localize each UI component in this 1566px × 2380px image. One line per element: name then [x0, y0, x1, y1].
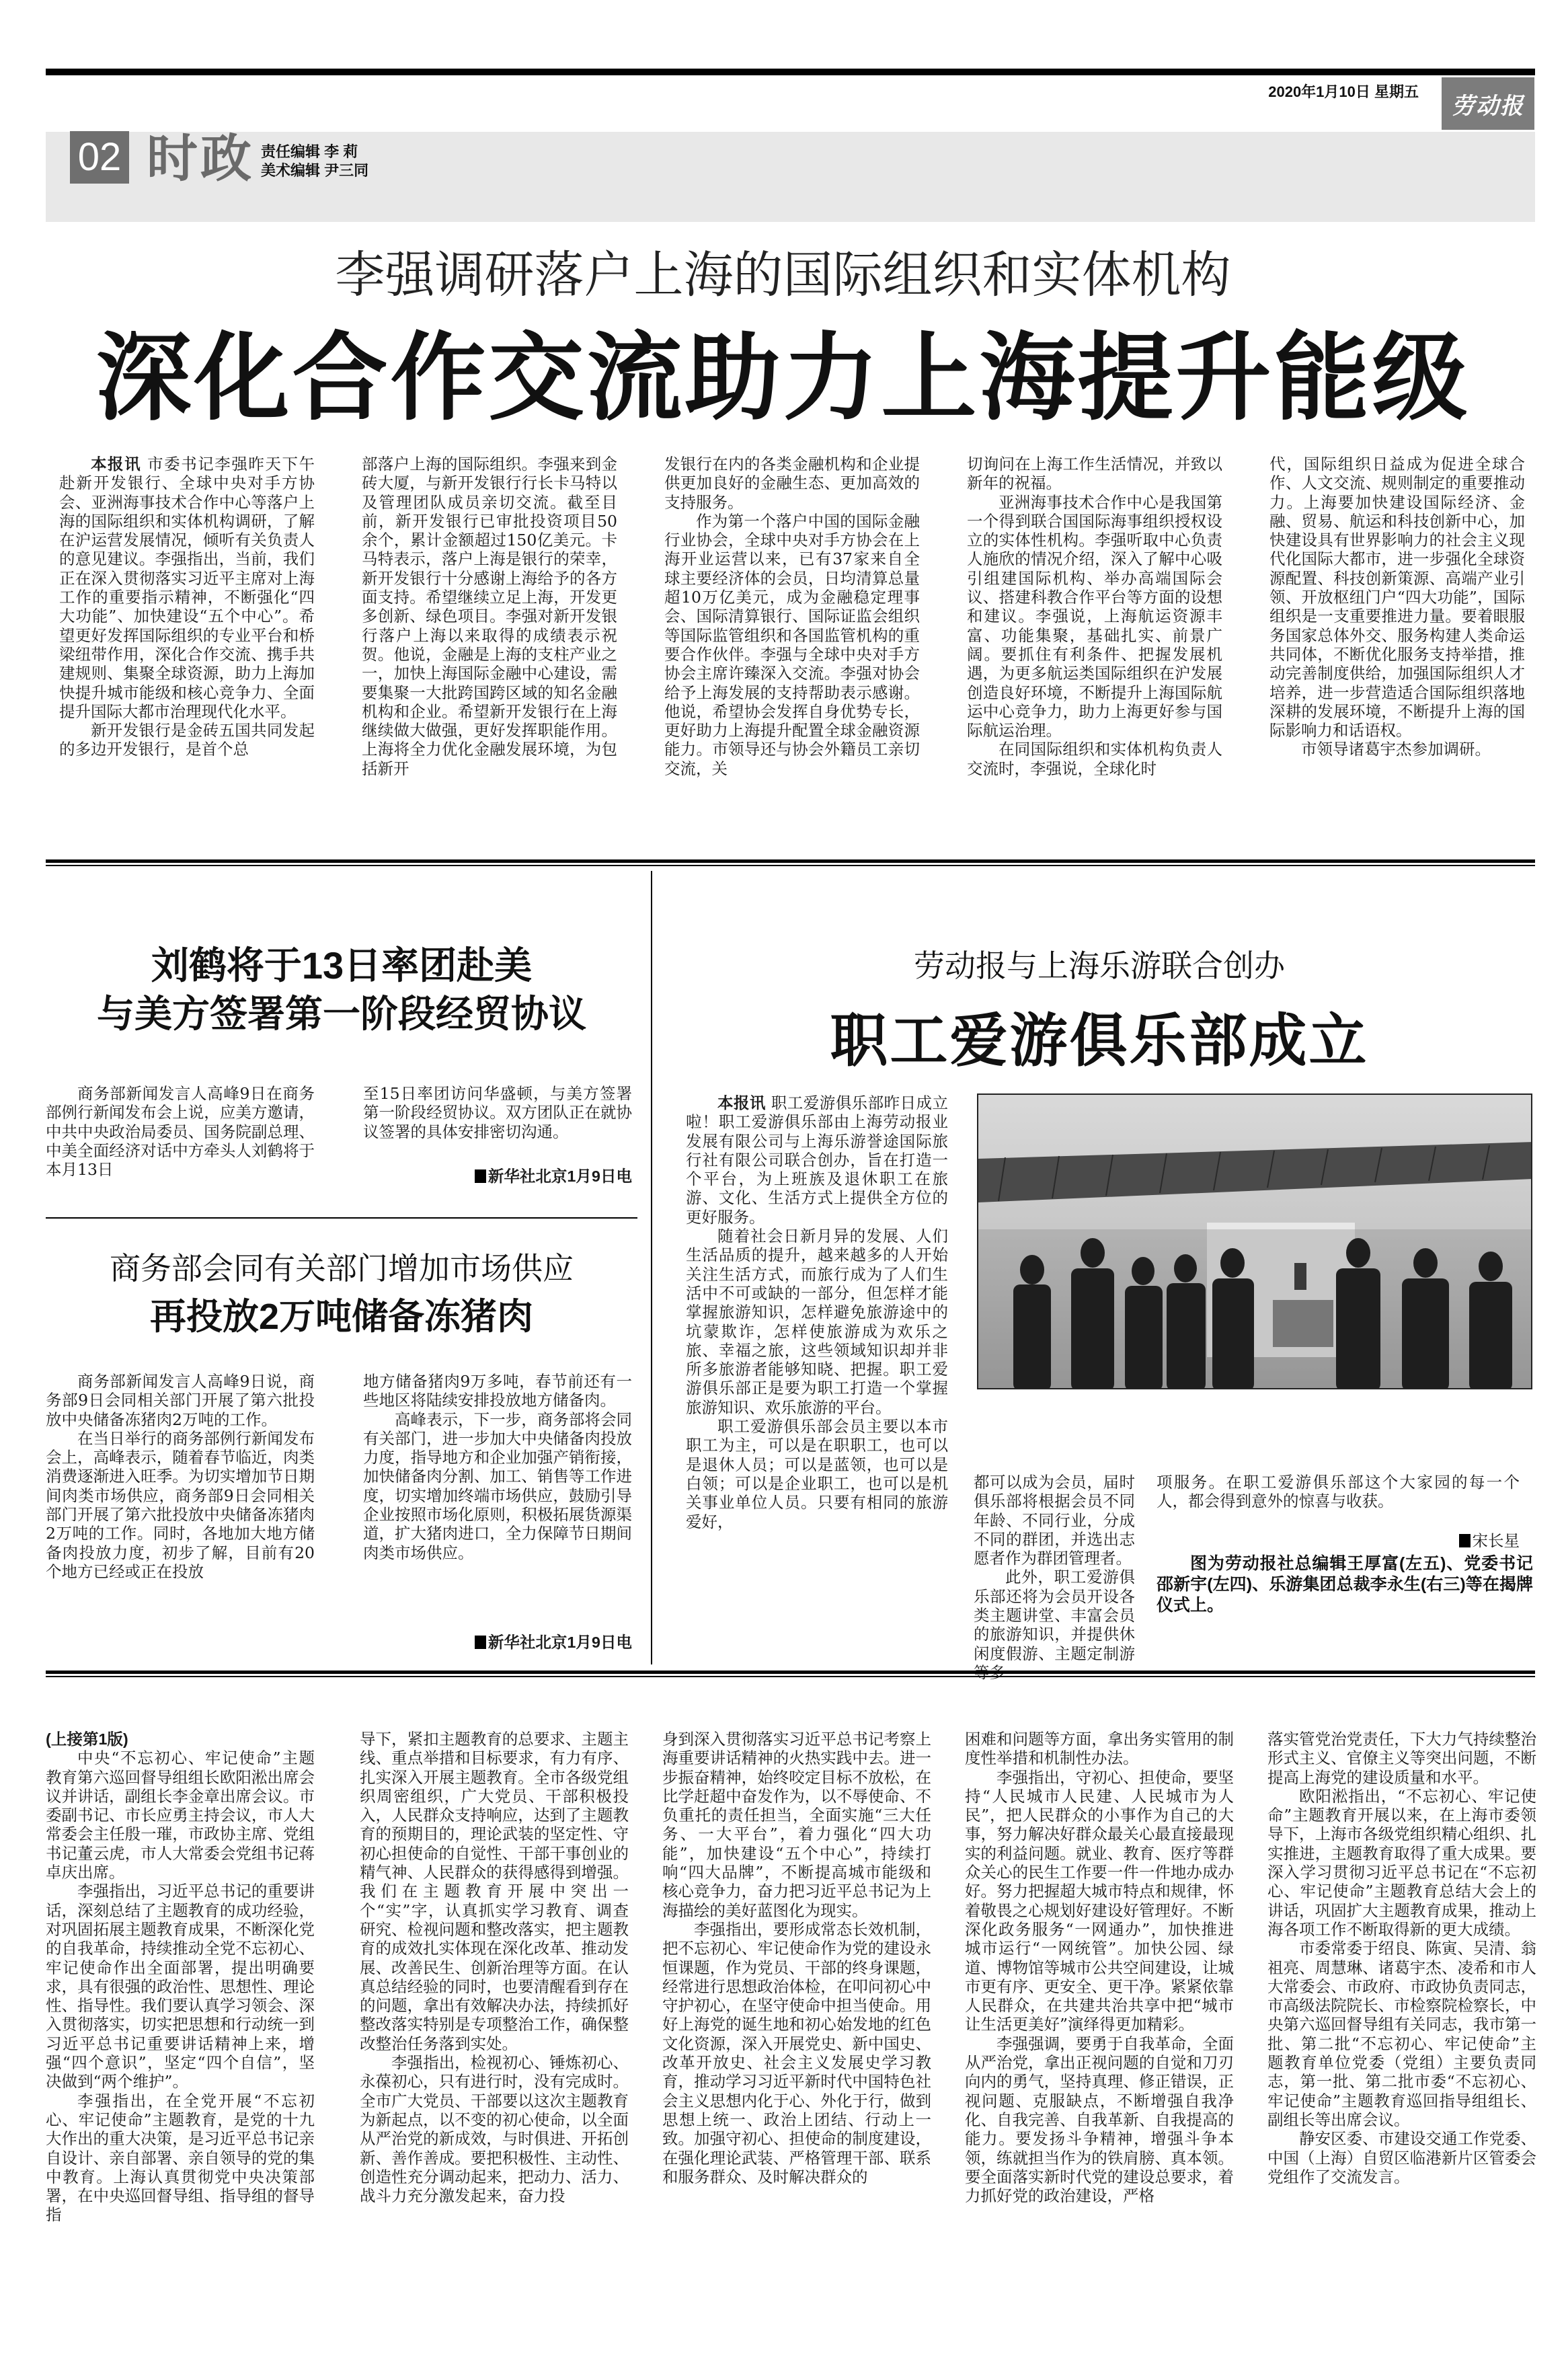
paragraph [1157, 1473, 1520, 1511]
paragraph [363, 1084, 632, 1141]
paragraph [46, 2091, 315, 2225]
page-number: 02 [70, 131, 129, 184]
paragraph-text: 市委书记李强昨天下午赴新开发银行、全球中央对手方协会、亚洲海事技术合作中心等落户上海的国际组织和实体机构调研，了解在沪运营发展情况，倾听有关负责人的意见建议。李强指出，当前，我们正在深入贯彻落实习近平主席对上海工作的重要指示精神，不断强化“四大功能”、加快建设“五个中心”。希望更好发挥国际组织的专业平台和桥梁纽带作用，深化合作交流、携手共建规则、集聚全球资源，助力上海加快提升城市能级和核心竞争力、全面提升国际大都市治理现代化水平。 [59, 455, 315, 721]
article-column [1157, 1473, 1520, 1511]
paragraph-text: 发银行在内的各类金融机构和企业提供更加良好的金融生态、更加高效的支持服务。 [664, 455, 920, 512]
section-divider [46, 865, 1535, 866]
paragraph [363, 1410, 632, 1562]
paragraph [967, 740, 1222, 778]
article-column [363, 1372, 632, 1562]
article-1-title[interactable]: 深化合作交流助力上海提升能级 [95, 325, 1471, 432]
article-4-title[interactable]: 职工爱游俱乐部成立 [830, 1009, 1369, 1073]
dateline-lead: 本报讯 [91, 455, 142, 473]
paragraph-text: 静安区委、市建设交通工作党委、中国（上海）自贸区临港新片区管委会党组作了交流发言。 [1267, 2129, 1536, 2186]
paragraph-text: 困难和问题等方面，拿出务实管用的制度性举措和机制性办法。 [965, 1730, 1234, 1768]
paragraph [363, 1372, 632, 1410]
article-2-byline: 新华社北京1月9日电 [363, 1167, 632, 1186]
continued-from-label[interactable]: (上接第1版) [46, 1730, 128, 1748]
editor-in-charge: 责任编辑 李 莉 [261, 143, 358, 160]
paragraph-text: 市领导诸葛宇杰参加调研。 [1301, 740, 1491, 759]
article-3-byline: 新华社北京1月9日电 [363, 1633, 632, 1652]
paragraph-text: 李强指出，守初心、担使命，要坚持“人民城市人民建、人民城市为人民”，把人民群众的小事作为自己的大事，努力解决好群众最关心最直接最现实的利益问题。就业、教育、医疗等群众关心的民生工作要一件一件地办成办好。努力把握超大城市特点和规律，怀着敬畏之心规划好建设好管理好。不断深化政务服务“一网通办”，加快推进城市运行“一网统管”。加快公园、绿道、博物馆等城市公共空间建设，让城市更有序、更安全、更干净。紧紧依靠人民群众，在共建共治共享中把“城市让生活更美好”演绎得更加精彩。 [965, 1767, 1234, 2034]
paragraph [965, 2034, 1234, 2206]
paragraph [974, 1473, 1135, 1568]
article-column [46, 1372, 315, 1581]
article-2-title[interactable] [46, 942, 637, 1038]
art-editor: 美术编辑 尹三同 [261, 162, 369, 179]
paragraph-text: 代，国际组织日益成为促进全球合作、人文交流、规则制定的重要推动力。上海要加快建设国际经济、金融、贸易、航运和科技创新中心，加快建设具有世界影响力的社会主义现代化国际大都市，进一步强化全球资源配置、科技创新策源、高端产业引领、开放枢纽门户“四大功能”，国际组织是一支重要推进力量。要着眼服务国家总体外交、服务构建人类命运共同体，不断优化服务支持举措，推动完善制度供给，加强国际组织人才培养，进一步营造适合国际组织落地深耕的发展环境，不断提升上海的国际影响力和话语权。 [1269, 455, 1525, 740]
paragraph-text: 李强指出，在全党开展“不忘初心、牢记使命”主题教育，是党的十九大作出的重大决策，是习近平总书记亲自设计、亲自部署、亲自领导的党的集中教育。上海认真贯彻党中央决策部署，在中央巡回督导组、指导组的督导指 [46, 2091, 315, 2225]
paragraph-text: 导下，紧扣主题教育的总要求、主题主线、重点举措和目标要求，有力有序、扎实深入开展主题教育。全市各级党组织周密组织，广大党员、干部积极投入，人民群众支持响应，达到了主题教育的预期目的，理论武装的坚定性、守初心担使命的自觉性、干部干事创业的精气神、人民群众的获得感得到增强。我们在主题教育开展中突出一个“实”字，认真抓实学习教育、调查研究、检视问题和整改落实，把主题教育的成效扎实体现在深化改革、推动发展、改善民生、创新治理等方面。在认真总结经验的同时，也要清醒看到存在的问题，拿出有效解决办法，持续抓好整改落实特别是专项整治工作，确保整改整治任务落到实处。 [360, 1730, 629, 2053]
paragraph [1267, 1787, 1536, 1939]
paragraph-text: 高峰表示，下一步，商务部将会同有关部门，进一步加大中央储备肉投放力度，指导地方和企业加强产销衔接，加快储备肉分割、加工、销售等工作进度，切实增加终端市场供应，鼓励引导企业按照市场化原则，积极拓展货源渠道，扩大猪肉进口，全力保障节日期间肉类市场供应。 [363, 1410, 632, 1562]
section-divider [46, 1676, 1535, 1677]
article-column [363, 1084, 632, 1141]
byline-marker [475, 1636, 485, 1649]
paragraph-text: 落实管党治党责任，下大力气持续整治形式主义、官僚主义等突出问题，不断提高上海党的建设质量和水平。 [1267, 1730, 1536, 1787]
paragraph [664, 455, 920, 512]
article-column [360, 1730, 629, 2205]
article-column [46, 1730, 315, 2225]
paragraph [1267, 1939, 1536, 2129]
paragraph [46, 1429, 315, 1581]
paragraph-text: 商务部新闻发言人高峰9日在商务部例行新闻发布会上说，应美方邀请，中共中央政治局委员、国务院副总理、中美全面经济对话中方牵头人刘鹤将于本月13日 [46, 1084, 315, 1180]
article-column [965, 1730, 1234, 2205]
article-column [664, 455, 920, 778]
paragraph-text: 地方储备猪肉9万多吨，春节前还有一些地区将陆续安排投放地方储备肉。 [363, 1372, 632, 1410]
photo-image [978, 1095, 1532, 1389]
paragraph-text: 商务部新闻发言人高峰9日说，商务部9日会同相关部门开展了第六批投放中央储备冻猪肉2万吨的工作。 [46, 1372, 315, 1429]
paragraph-text: 中央“不忘初心、牢记使命”主题教育第六巡回督导组组长欧阳淞出席会议并讲话，副组长李金章出席会议。市委副书记、市长应勇主持会议，市人大常委会主任殷一璀，市政协主席、党组书记董云虎，市人大常委会党组书记蒋卓庆出席。 [46, 1749, 315, 1882]
paragraph-text: 随着社会日新月异的发展、人们生活品质的提升，越来越多的人开始关注生活方式，而旅行成为了人们生活中不可或缺的一部分，但怎样才能掌握旅游知识，怎样避免旅游途中的坑蒙欺诈，怎样使旅游成为欢乐之旅、幸福之旅，这些领域知识却并非所多旅游者能够知晓、把握。职工爱游俱乐部正是要为职工打造一个掌握旅游知识、欢乐旅游的平台。 [686, 1227, 948, 1417]
paragraph-text: 身到深入贯彻落实习近平总书记考察上海重要讲话精神的火热实践中去。进一步振奋精神，始终咬定目标不放松，在比学赶超中奋发作为，以不辱使命、不负重托的责任担当，全面实施“三大任务、一大平台”，着力强化“四大功能”，加快建设“五个中心”，持续打响“四大品牌”，不断提高城市能级和核心竞争力，奋力把习近平总书记为上海描绘的美好蓝图化为现实。 [662, 1730, 931, 1920]
article-4-byline: 宋长星 [1157, 1531, 1520, 1550]
article-2-title-line: 刘鹤将于13日率团赴美 [151, 944, 533, 987]
paragraph [974, 1568, 1135, 1682]
paragraph [662, 1730, 931, 1920]
paragraph-text: 李强指出，要形成常态长效机制，把不忘初心、牢记使命作为党的建设永恒课题，作为党员、干部的终身课题，经常进行思想政治体检，在叩问初心中守护初心，在坚守使命中担当使命。用好上海党的诞生地和初心始发地的红色文化资源，深入开展党史、新中国史、改革开放史、社会主义发展史学习教育，推动学习习近平新时代中国特色社会主义思想内化于心、外化于行，做到思想上统一、政治上团结、行动上一致。加强守初心、担使命的制度建设，在强化理论武装、严格管理干部、联系和服务群众、及时解决群众的 [662, 1919, 931, 2186]
paragraph [1269, 455, 1525, 740]
paragraph [46, 1372, 315, 1429]
article-4-subtitle: 劳动报与上海乐游联合创办 [914, 948, 1285, 983]
dateline-lead: 本报讯 [717, 1094, 766, 1112]
paragraph [686, 1227, 948, 1417]
paragraph-text: 在同国际组织和实体机构负责人交流时，李强说，全球化时 [967, 740, 1222, 778]
paragraph-text: 新开发银行是金砖五国共同发起的多边开发银行，是首个总 [59, 721, 315, 759]
article-column [59, 455, 315, 759]
article-column [1267, 1730, 1536, 2186]
byline-marker [1459, 1534, 1470, 1547]
paragraph-text: 在当日举行的商务部例行新闻发布会上，高峰表示，随着春节临近，肉类消费逐渐进入旺季。为切实增加节日期间肉类市场供应，商务部9日会同相关部门开展了第六批投放中央储备冻猪肉2万吨的工作。同时，各地加大地方储备肉投放力度，初步了解，目前有20个地方已经或正在投放 [46, 1428, 315, 1581]
article-column [974, 1473, 1135, 1682]
ceremony-photo[interactable] [977, 1093, 1532, 1389]
paragraph [967, 493, 1222, 740]
paragraph-text: 都可以成为会员，届时俱乐部将根据会员不同年龄、不同行业，分成不同的群团，并选出志愿者作为群团管理者。 [974, 1473, 1135, 1568]
paragraph [1267, 1730, 1536, 1787]
paragraph-text: 此外，职工爱游俱乐部还将为会员开设各类主题讲堂、丰富会员的旅游知识，并提供休闲度假游、主题定制游 [974, 1568, 1135, 1663]
article-column [686, 1093, 948, 1531]
article-2-title-line: 与美方签署第一阶段经贸协议 [97, 993, 586, 1035]
article-3-title[interactable]: 再投放2万吨储备冻猪肉 [149, 1297, 534, 1337]
paragraph [360, 1730, 629, 2053]
paragraph-text: 部落户上海的国际组织。李强来到金砖大厦，与新开发银行行长卡马特以及管理团队成员亲切交流。截至目前，新开发银行已审批投资项目50余个，累计金额超过150亿美元。卡马特表示，落户上海是银行的荣幸，新开发银行十分感谢上海给予的各方面支持。希望继续立足上海，开发更多创新、绿色项目。李强对新开发银行落户上海以来取得的成绩表示祝贺。他说，金融是上海的支柱产业之一，加快上海国际金融中心建设，需要集聚一大批跨国跨区域的知名金融机构和企业。希望新开发银行在上海继续做大做强，更好发挥职能作用。上海将全力优化金融发展环境，为包括新开 [362, 455, 617, 778]
article-column [46, 1084, 315, 1179]
paragraph-text: 项服务。在职工爱游俱乐部这个大家园的每一个人，都会得到意外的惊喜与收获。 [1157, 1473, 1520, 1511]
paragraph-text: 至15日率团访问华盛顿，与美方签署第一阶段经贸协议。双方团队正在就协议签署的具体安排密切沟通。 [363, 1084, 632, 1141]
paragraph [362, 455, 617, 778]
paragraph [686, 1093, 948, 1227]
top-rule [46, 69, 1535, 75]
section-name: 时政 [147, 130, 254, 188]
paragraph [46, 1882, 315, 2091]
paragraph [1267, 2129, 1536, 2186]
divider [46, 1217, 637, 1219]
paragraph [59, 455, 315, 721]
paragraph-text: 李强指出，检视初心、锤炼初心、永葆初心，只有进行时，没有完成时。全市广大党员、干部要以这次主题教育为新起点，以不变的初心使命，以全面从严治党的新成效，与时俱进、开拓创新、善作善成。要把积极性、主动性、创造性充分调动起来，把动力、活力、战斗力充分激发起来，奋力投 [360, 2053, 629, 2206]
newspaper-logo[interactable]: 劳动报 [1442, 77, 1534, 130]
paragraph [686, 1417, 948, 1531]
paragraph [664, 512, 920, 778]
paragraph-text: 李强强调，要勇于自我革命，全面从严治党，拿出正视问题的自觉和刀刃向内的勇气，坚持真理、修正错误，正视问题、克服缺点，不断增强自我净化、自我完善、自我革新、自我提高的能力。要发扬斗争精神，增强斗争本领，练就担当作为的铁肩膀、真本领。要全面落实新时代党的建设总要求，着力抓好党的政治建设，严格 [965, 2034, 1234, 2206]
section-divider [46, 859, 1535, 863]
article-column [662, 1730, 931, 2186]
paragraph-text: 市委常委于绍良、陈寅、吴清、翁祖亮、周慧琳、诸葛宇杰、凌希和市人大常委会、市政府、市政协负责同志，市高级法院院长、市检察院检察长，中央第六巡回督导组有关同志，我市第一批、第二批“不忘初心、牢记使命”主题教育单位党委（党组）主要负责同志，第一批、第二批市委“不忘初心、牢记使命”主题教育巡回指导组组长、副组长等出席会议。 [1267, 1939, 1536, 2129]
paragraph-text: 职工爱游俱乐部会员主要以本市职工为主，可以是在职职工，也可以是退休人员；可以是蓝领，也可以是白领；可以是企业职工，也可以是机关事业单位人员。只要有相同的旅游爱好， [686, 1417, 948, 1531]
editor-credits [261, 143, 368, 180]
paragraph-text: 欧阳淞指出，“不忘初心、牢记使命”主题教育开展以来，在上海市委领导下，上海市各级党组织精心组织、扎实推进，主题教育取得了重大成果。要深入学习贯彻习近平总书记在“不忘初心、牢记使命”主题教育总结大会上的讲话，巩固扩大主题教育成果，推动上海各项工作不断取得新的更大成绩。 [1267, 1786, 1536, 1939]
paragraph [360, 2053, 629, 2205]
paragraph-text: 切询问在上海工作生活情况，并致以新年的祝福。 [967, 455, 1222, 493]
paragraph [59, 721, 315, 759]
article-column [967, 455, 1222, 778]
article-3-subtitle: 商务部会同有关部门增加市场供应 [110, 1251, 574, 1286]
paragraph-text: 李强指出，习近平总书记的重要讲话，深刻总结了主题教育的成功经验，对巩固拓展主题教育成果，不断深化党的自我革命，持续推动全党不忘初心、牢记使命作出全面部署，提出明确要求，具有很强的政治性、思想性、理论性、指导性。我们要认真学习领会、深入贯彻落实，切实把思想和行动统一到习近平总书记重要讲话精神上来，增强“四个意识”，坚定“四个自信”，坚决做到“两个维护”。 [46, 1882, 315, 2091]
paragraph-text: 亚洲海事技术合作中心是我国第一个得到联合国国际海事组织授权设立的实体性机构。李强听取中心负责人施欣的情况介绍，深入了解中心吸引组建国际机构、举办高端国际会议、搭建科教合作平台等方面的设想和建议。李强说，上海航运资源丰富、功能集聚，基础扎实、前景广阔。要抓住有利条件、把握发展机遇，为更多航运类国际组织在沪发展创造良好环境，不断提升上海国际航运中心竞争力，助力上海更好参与国际航运治理。 [967, 492, 1222, 740]
article-column [1269, 455, 1525, 759]
article-1-subtitle: 李强调研落户上海的国际组织和实体机构 [335, 247, 1231, 303]
issue-date: 2020年1月10日 星期五 [1268, 83, 1419, 100]
paragraph [46, 1749, 315, 1882]
vertical-divider [651, 871, 652, 1664]
paragraph-text: 职工爱游俱乐部昨日成立啦！职工爱游俱乐部由上海劳动报业发展有限公司与上海乐游誉途国际旅行社有限公司联合创办，旨在打造一个平台，为上班族及退休职工在旅游、文化、生活方式上提供全方位的更好服务。 [686, 1093, 948, 1227]
byline-marker [475, 1169, 485, 1183]
article-column [362, 455, 617, 778]
paragraph [965, 1730, 1234, 1768]
paragraph [1269, 740, 1525, 759]
paragraph-text: 作为第一个落户中国的国际金融行业协会，全球中央对手方协会在上海开业运营以来，已有37家来自全球主要经济体的会员，日均清算总量超10万亿美元，成为金融稳定理事会、国际清算银行、国际证监会组织等国际监管组织和各国监管机构的重要合作伙伴。李强与全球中央对手方协会主席许臻深入交流。李强对协会给予上海发展的支持帮助表示感谢。他说，希望协会发挥自身优势专长，更好助力上海提升配置全球金融资源能力。市领导还与协会外籍员工亲切交流，关 [664, 511, 920, 778]
paragraph [967, 455, 1222, 493]
paragraph [965, 1768, 1234, 2034]
paragraph [46, 1084, 315, 1179]
section-divider [46, 1671, 1535, 1674]
paragraph [662, 1920, 931, 2186]
photo-caption: 图为劳动报社总编辑王厚富(左五)、党委书记邵新宇(左四)、乐游集团总裁李永生(右三)等在揭牌仪式上。 [1157, 1554, 1533, 1615]
